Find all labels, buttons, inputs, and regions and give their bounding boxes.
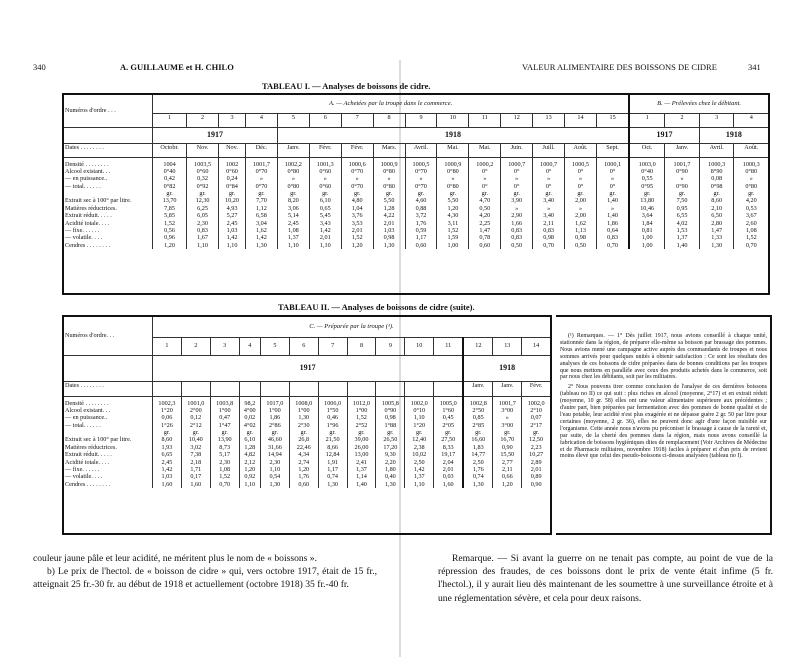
table2-date [318,381,347,396]
table1-data-column: 1000,5 0° » 0° gr. 2,00 » 2,00 1,62 1,13 0,98 0,50 [565,157,597,249]
table1-data-column: 1000,9 0°80 » 0°80 gr. 5,50 1,28 4,22 2,01 1,03 0,98 1,30 [373,157,405,249]
page-number-right: 341 [748,62,761,72]
table2-row-label: — fixe. . . . . . [65,466,100,474]
table2-row-label: Densité . . . . . . . . [65,399,109,407]
table1-title: TABLEAU I. — Analyses de boissons de cidre. [262,81,431,91]
table2-col-number: 6 [289,337,318,355]
table1-date: Octobr. [153,143,187,157]
table2-date [405,381,434,396]
table1-col-number: 6 [309,113,341,127]
table1-data-column: 1003,5 0°60 0,32 0°92 gr. 12,30 6,25 6,05 2,30 0,83 1,67 1,10 [187,157,219,249]
table1-col-number: 5 [277,113,309,127]
table2-row-header: Numéros d'ordre. . . [65,332,115,340]
table1-col-number: 1 [153,113,187,127]
table2-col-number: 11 [434,337,464,355]
table2-col-number: 2 [181,337,210,355]
table1-row-label: Extrait réduit. . . . . [65,212,112,220]
table1-col-number: 4 [734,113,768,127]
table2 [62,315,552,535]
table2-row-label: Matières réductrices. [65,443,117,451]
table1-col-number: 14 [565,113,597,127]
table2-date [239,381,260,396]
table2-date [153,381,182,396]
table1-row-label: Alcool existant. . . [65,167,111,175]
table1-row-label: — en puissance.. [65,175,108,183]
table1-dates-label: Dates . . . . . . . . [64,143,153,157]
table1-date: Juin. [501,143,533,157]
table2-date [260,381,289,396]
table1-date: Janv. [665,143,700,157]
table2-col-number: 13 [493,337,522,355]
table1-col-number: 7 [341,113,373,127]
table2-data-column: 1008,0 1°00 1,30 2°30 gr. 26,8 22,46 4,34 2,74 1,20 1,76 0,60 [289,396,318,488]
table1-row-label: — fixe. . . . . . [65,227,100,235]
table1-col-number: 2 [187,113,219,127]
table2-col-number: 3 [210,337,239,355]
table1-row-label: Cendres . . . . . . . . [65,241,111,249]
table1-date: Nov. [219,143,246,157]
table1-row-label: Densité . . . . . . . . [65,160,109,168]
table1-date: Août. [734,143,768,157]
table1-year-a2: 1918 [277,127,629,143]
table1-date: Avril. [405,143,437,157]
table1-group-a: A. — Achetées par la troupe dans le commerce. [153,95,630,113]
table1-row-label [65,190,151,197]
table1-data-column: 1002,2 0°80 » 0°80 gr. 8,20 3,06 5,14 2,45 1,08 1,37 1,10 [277,157,309,249]
table1-date: Mai. [437,143,469,157]
table2-col-number: 12 [463,337,493,355]
running-head-authors: A. GUILLAUME et H. CHILO [120,62,234,72]
table2-row-label: — en puissance.. [65,414,108,422]
table1 [62,93,770,295]
table2-date: Janv. [463,381,493,396]
table1-date: Oct. [629,143,665,157]
table1-data-column: 1000,3 0°80 » 0°80 gr. 4,20 0,53 3,67 2,60 1,08 1,52 0,70 [734,157,768,249]
table2-col-number: 7 [318,337,347,355]
table2-col-number: 4 [239,337,260,355]
table2-year-1: 1917 [153,355,464,381]
table1-date: Mai. [469,143,501,157]
table2-data-column: 1012,0 1°00 1,52 2°52 gr. 39,00 26,00 13,00 2,41 1,37 1,14 1,40 [347,396,376,488]
table1-col-number: 3 [219,113,246,127]
table2-data-column: 1002,0 0°10 1,10 1°20 gr. 12,40 2,38 10,02 2,50 1,42 1,37 1,10 [405,396,434,488]
table1-date: Août. [565,143,597,157]
table1-date: Févr. [341,143,373,157]
table1-row-labels [64,157,153,249]
table1-data-column: 1001,3 0°60 » 0°60 gr. 6,10 0,65 5,45 3,43 1,42 2,01 1,10 [309,157,341,249]
table1-col-number: 1 [629,113,665,127]
table1-data-column: 1001,7 0°90 » 0°90 gr. 7,50 0,95 6,55 4,02 1,53 1,37 1,40 [665,157,700,249]
table1-col-number: 11 [469,113,501,127]
table2-title: TABLEAU II. — Analyses de boissons de cidre (suite). [278,302,475,312]
table1-date: Nov. [187,143,219,157]
table1-row-header: Numéros d'ordre . . . [65,107,116,115]
table2-dates-label: Dates . . . . . . . . [64,381,153,396]
table2-date: Janv. [493,381,522,396]
running-head-title: VALEUR ALIMENTAIRE DES BOISSONS DE CIDRE [522,62,717,72]
left-paragraph-2: b) Le prix de l'hectol. de « boisson de cidre » qui, vers octobre 1917, était de 15 fr., atteignait 25 fr.-30 fr. au début de 1918 et actuellement (octobre 1918) 35 fr.-40 fr. [33,566,377,591]
table2-year-2: 1918 [463,355,550,381]
table2-data-column: 1001,7 3°00 » 3°00 gr. 16,70 0,90 15,50 2,77 2,11 0,66 1,20 [493,396,522,488]
table1-date: Janv. [277,143,309,157]
table1-year-b2: 1918 [699,127,768,143]
table2-data-column: 1002,0 2°10 0,07 2°17 gr. 12,50 2,23 10,27 2,89 2,01 0,89 0,90 [522,396,550,488]
table2-date [434,381,464,396]
table1-data-column: 1000,7 0° » 0° gr. 3,90 » 2,90 1,66 0,83 0,83 0,50 [501,157,533,249]
table1-data-column: 1001,7 0°70 » 0°70 gr. 7,70 1,12 6,58 3,04 1,62 1,42 1,30 [246,157,278,249]
table2-col-number: 8 [347,337,376,355]
table2-data-column: 1001,0 2°00 0,12 2°12 gr. 10,40 3,02 7,38 2,18 1,71 0,17 1,60 [181,396,210,488]
table2-col-number: 5 [260,337,289,355]
table2-col-number: 9 [376,337,405,355]
table2-date [376,381,405,396]
table1-col-number: 3 [699,113,734,127]
table1-data-column: 1000,2 0° » 0° gr. 4,70 0,50 4,20 2,25 1,47 0,78 0,60 [469,157,501,249]
table2-date [181,381,210,396]
remarks-box [556,315,772,535]
table1-data-column: 1000,7 0° » 0° gr. 3,40 » 3,40 2,11 0,83 0,98 0,70 [533,157,565,249]
table2-data-column: 1005,8 0°90 0,98 1°88 gr. 26,50 17,20 9,30 2,20 1,80 0,40 1,30 [376,396,405,488]
table2-date [347,381,376,396]
table1-date: Sept. [596,143,629,157]
table1-col-number: 9 [405,113,437,127]
table2-data-column: 1002,8 2°50 0,85 2°85 gr. 16,60 1,83 14,77 2,50 1,76 0,74 1,30 [463,396,493,488]
table2-row-label: Acidité totale. . . . [65,458,110,466]
table2-row-labels [64,396,153,488]
table1-col-number: 10 [437,113,469,127]
table2-data-column: 1002,3 1°20 0,06 1°26 gr. 8,60 1,93 6,65 2,45 1,42 1,03 1,60 [153,396,182,488]
right-column-text: Remarque. — Si avant la guerre on ne tenait pas compte, au point de vue de la répression des fraudes, de ces boissons dont le prix de vente était infime (5 fr. l'hectol.), il y aurait lieu dès maintenant de les soumettre à une surveillance étroite et à une réglementation sévère, et cela pour deux raisons. [438,553,773,604]
left-column-text [33,552,377,592]
table2-row-label: Alcool existant. . . [65,406,111,414]
page-number-left: 340 [33,62,46,72]
table2-date: Févr. [522,381,550,396]
table1-row-label: — total. . . . . . [65,182,101,190]
table1-row-label: — volatile. . . . [65,234,103,242]
table1-date: Mars. [373,143,405,157]
table1-col-number: 4 [246,113,278,127]
table1-group-b: B. — Prélevées chez le débitant. [629,95,768,113]
table2-row-label: — volatile. . . . [65,473,103,481]
table1-data-column: 1003,0 0°40 0,55 0°95 gr. 13,80 10,46 3,64 1,84 0,81 1,00 1,00 [629,157,665,249]
table1-data-column: 1000,3 8°90 0,08 0°98 gr. 8,60 2,10 6,50 2,80 1,47 1,33 1,30 [699,157,734,249]
table1-data-column: 1002 0°60 0,24 0°84 gr. 10,20 4,93 5,27 2,45 1,03 1,42 1,10 [219,157,246,249]
table1-col-number: 12 [501,113,533,127]
table1-data-column: 1004 0°40 0,42 0°82 gr. 13,70 7,85 5,85 1,52 0,56 0,96 1,20 [153,157,187,249]
remark-1: (¹) Remarques. — 1° Dès juillet 1917, nous avions conseillé à chaque unité, stationnée dans la région, de préparer elle-même sa boisson par brassage des pommes. Nous avions mené une campagne active auprès des commandants de troupes et nous sommes arrivés pour quelques unités à obtenir satisfaction : Ce sont les résultats des analyses de ces boissons de cidre préparées dans de bonnes conditions par les troupes que nous mettons en parallèle avec ceux des produits achetés dans le commerce, soit par nous chez les débitants, soit par les militaires. [560,333,767,381]
table1-data-column: 1000,6 0°70 » 0°70 gr. 4,80 1,04 3,76 3,53 2,01 1,52 1,20 [341,157,373,249]
table2-col-number: 14 [522,337,550,355]
table2-col-number: 10 [405,337,434,355]
table1-row-label: Extrait sec à 100° par litre. [65,197,132,205]
left-paragraph-1: couleur jaune pâle et leur acidité, ne méritent plus le nom de « boissons ». [33,553,317,564]
table2-date [289,381,318,396]
table1-data-column: 1000,9 0°80 » 0°80 gr. 5,50 1,20 4,30 3,11 1,52 1,59 1,00 [437,157,469,249]
table1-data-column: 1000,1 0° » 0° gr. 1,40 » 1,40 1,86 0,64 0,83 0,70 [596,157,629,249]
table1-date: Avril. [699,143,734,157]
table1-col-number: 2 [665,113,700,127]
table2-data-column: 1017,0 1°00 1,86 2°86 gr. 46,60 31,66 14,94 2,30 1,10 0,54 1,30 [260,396,289,488]
table1-row-label: Acidité totale. . . . [65,219,110,227]
table2-row-label: — total. . . . . . [65,421,101,429]
remark-2: 2° Nous pouvons tirer comme conclusion de l'analyse de ces dernières boissons (tableau no II) ce qui suit : plus riches en alcool (moyenne, 2°17) et en extrait réduit (moyenne, 10 gr. 58) elles ont une valeur alimentaire supérieure aux précédentes ; d'autre part, bien préparées par fermentation avec des pommes de bonne qualité et de l'eau potable, leur acidité n'est plus exagérée et ne dépasse guère 2 gr. 50 par litre pour certaines (moyenne, 2 gr. 36), elles ne peuvent donc agir d'une façon nuisible sur l'organisme. Cette année nous n'avons pu préconiser le brassage à cause de la rareté et, par suite, de la cherté des pommes dans la région, mais nous avons conseillé la fabrication de boissons hygiéniques dites de remplacement (Voir Archives de Médecine et de Pharmacie militaires, novembre 1918) faciles à préparer et d'un prix de revient moins élevé que celui des pseudo-boissons ci-dessus analysées (tableau no I). [560,384,767,460]
table2-col-number: 1 [153,337,182,355]
table2-date [210,381,239,396]
table1-date: Juill. [533,143,565,157]
table2-data-column: 1006,0 1°50 0,46 1°96 gr. 21,50 8,66 12,84 1,91 1,17 0,74 1,30 [318,396,347,488]
table1-col-number: 13 [533,113,565,127]
table2-data-column: 98,2 4°00 0,02 4°02 gr. 6,10 1,28 4,82 2,12 1,20 0,92 1,10 [239,396,260,488]
table2-group-c: C. — Préparée par la troupe (¹). [153,317,551,337]
table1-year-b1: 1917 [629,127,699,143]
table1-year-a1: 1917 [153,127,278,143]
table2-row-label: Extrait sec à 100° par litre. [65,436,132,444]
table1-date: Déc. [246,143,278,157]
table2-data-column: 1003,8 1°00 0,47 1°47 gr. 13,90 8,73 5,17 2,30 1,08 1,52 0,70 [210,396,239,488]
table2-row-label [65,429,151,436]
table2-row-label: Extrait réduit. . . . . [65,451,112,459]
table2-row-label: Cendres . . . . . . . . [65,480,111,488]
table1-date: Févr. [309,143,341,157]
table2-data-column: 1005,0 1°60 0,45 2°05 gr. 27,50 8,33 19,17 2,04 2,01 0,03 1,60 [434,396,464,488]
table1-col-number: 15 [596,113,629,127]
table1-col-number: 8 [373,113,405,127]
table1-data-column: 1000,5 0°70 » 0°70 gr. 4,60 0,88 3,72 1,76 0,59 1,17 0,60 [405,157,437,249]
table1-row-label: Matières réductrices. [65,204,117,212]
